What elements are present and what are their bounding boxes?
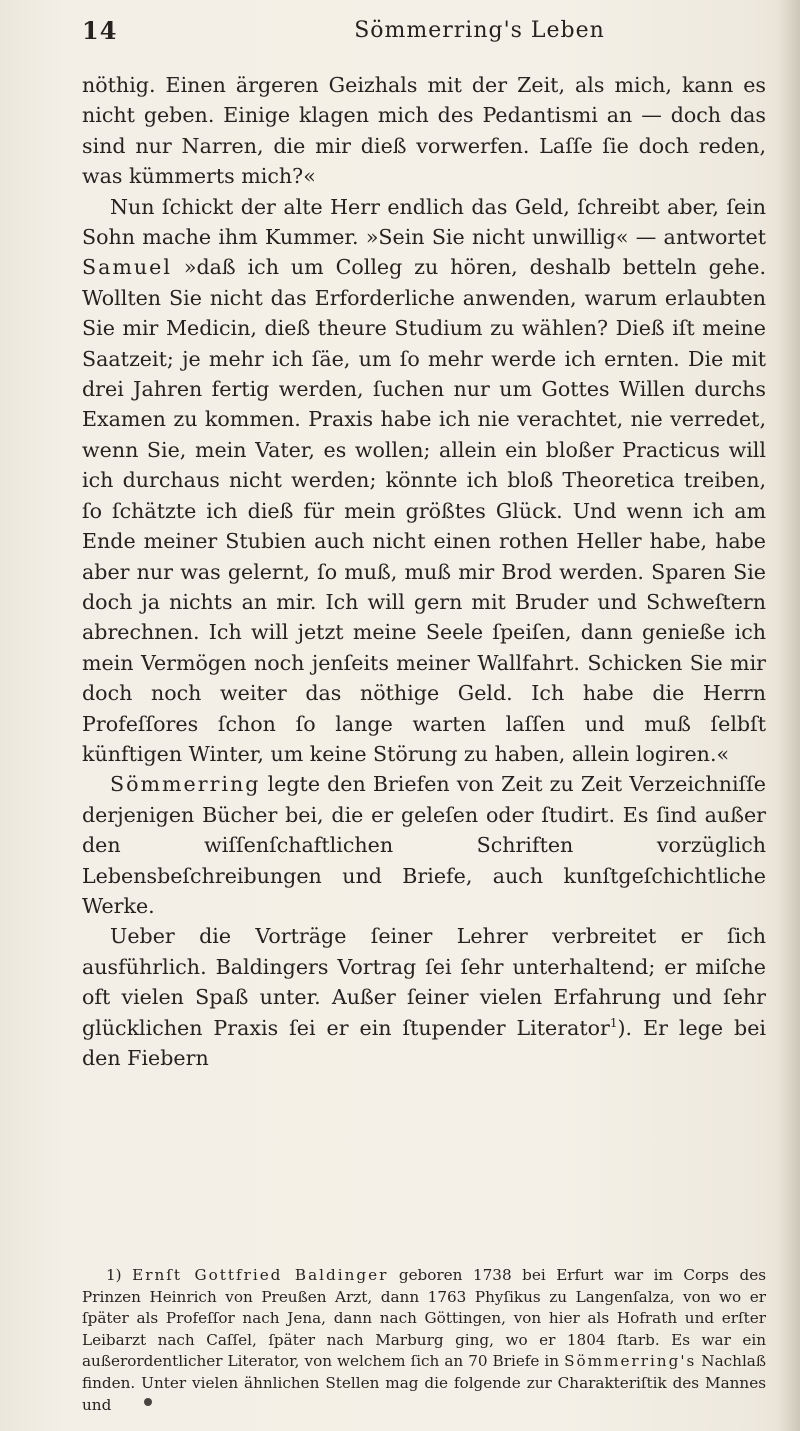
name-soemmerring: Sömmerring bbox=[110, 772, 261, 797]
page-edge-shadow bbox=[778, 0, 800, 1431]
running-head: Sömmerring's Leben bbox=[354, 18, 605, 43]
page-header bbox=[82, 14, 767, 54]
footnote-1: 1) Ernſt Gottfried Baldinger geboren 1738 bei Erfurt war im Corps des Prinzen Heinrich von Preußen Arzt, dann 1763 Phyſikus zu Langenſalza, von wo er ſpäter als Profeſſor nach Jena, dann nach Göttingen, von hier als Hofrath und erſter Leibarzt nach Caſſel, ſpäter nach Marburg ging, wo er 1804 ſtarb. Es war ein außerordentlicher Literator, von welchem ſich an 70 Briefe in Sömmerring's Nachlaß finden. Unter vielen ähnlichen Stellen mag die folgende zur Charakteriſtik des Mannes und bbox=[82, 1266, 766, 1414]
page-number: 14 bbox=[82, 16, 118, 45]
footnote-book: Sömmerring's bbox=[564, 1352, 697, 1371]
paragraph-3: Sömmerring legte den Briefen von Zeit zu Zeit Verzeichniſſe derjenigen Bücher bei, die er geleſen oder ſtudirt. Es ſind außer den wiſſenſchaftlichen Schriften vorzüglich Lebensbeſchreibungen und Briefe, auch kunſtgeſchichtliche Werke. bbox=[82, 772, 766, 918]
paragraph-2: Nun ſchickt der alte Herr endlich das Geld, ſchreibt aber, ſein Sohn mache ihm Kummer. »Sein Sie nicht unwillig« — antwortet Samuel »daß ich um Colleg zu hören, deshalb betteln gehe. Wollten Sie nicht das Erforderliche anwenden, warum erlaubten Sie mir Medicin, dieß theure Studium zu wählen? Dieß iſt meine Saatzeit; je mehr ich ſäe, um ſo mehr werde ich ernten. Die mit drei Jahren fertig werden, ſuchen nur um Gottes Willen durchs Examen zu kommen. Praxis habe ich nie verachtet, nie verredet, wenn Sie, mein Vater, es wollen; allein ein bloßer Practicus will ich durchaus nicht werden; könnte ich bloß Theoretica treiben, ſo ſchätzte ich dieß für mein größtes Glück. Und wenn ich am Ende meiner Stubien auch nicht einen rothen Heller habe, habe aber nur was gelernt, ſo muß, muß mir Brod werden. Sparen Sie doch ja nichts an mir. Ich will gern mit Bruder und Schweſtern abrechnen. Ich will jetzt meine Seele ſpeiſen, dann genieße ich mein Vermögen noch jenſeits meiner Wallfahrt. Schicken Sie mir doch noch weiter das nöthige Geld. Ich habe die Herrn Profeſſores ſchon ſo lange warten laſſen und muß ſelbſt künftigen Winter, um keine Störung zu haben, allein logiren.« bbox=[82, 194, 766, 766]
name-samuel: Samuel bbox=[82, 255, 172, 280]
ink-dot bbox=[144, 1398, 152, 1406]
main-text bbox=[82, 70, 766, 1073]
footnote-name: Ernſt Gottfried Baldinger bbox=[132, 1266, 389, 1284]
paragraph-4: Ueber die Vorträge ſeiner Lehrer verbreitet er ſich ausführlich. Baldingers Vortrag ſei ſehr unterhaltend; er miſche oft vielen Spaß unter. Außer ſeiner vielen Erfahrung und ſehr glücklichen Praxis ſei er ein ſtupender Literator$^1$). Er lege bei den Fiebern bbox=[82, 924, 766, 1070]
footnote-ref: 1 bbox=[609, 1015, 618, 1030]
paragraph-1: nöthig. Einen ärgeren Geizhals mit der Zeit, als mich, kann es nicht geben. Einige klagen mich des Pedantismi an — doch das sind nur Narren, die mir dieß vorwerfen. Laſſe ſie doch reden, was kümmerts mich?« bbox=[82, 73, 766, 189]
footnotes bbox=[82, 1265, 766, 1416]
